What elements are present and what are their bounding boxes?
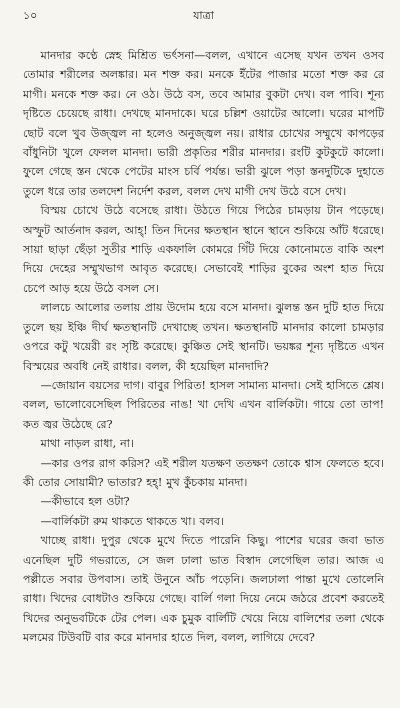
- dialogue-paragraph: —কার ওপর রাগ করিস? এই শরীল যতক্ষণ ততক্ষণ তোকে শ্বাস ফেলতে হবে। কী তোর সোয়ামী? ভাতার? হহ্! মুখ কুঁচকায় মানদা।: [23, 456, 384, 489]
- dialogue-paragraph: —কীভাবে হল ওটা?: [40, 495, 130, 509]
- paragraph: মাথা নাড়ল রাধা, না।: [40, 437, 134, 451]
- dialogue-paragraph: —জোয়ান বয়সের দাগ। বাবুর পিরিত! হাসল সামান্য মানদা। সেই হাসিতে শ্লেষ। বলল, ভালোবেসেছিল পিরিতের নাঙ! খা দেখি এখন বার্লিকটা। গায়ে তো তাপ! কত জ্বর উঠেছে রে?: [23, 378, 384, 431]
- page-number: ১০: [23, 9, 38, 22]
- dialogue-paragraph: —বার্লিকটা রুম থাকতে থাকতে খা। বলব।: [40, 514, 224, 528]
- page-header: [23, 6, 384, 26]
- paragraph: লালচে আলোর তলায় প্রায় উদোম হয়ে বসে মানদা। ঝুলন্ত স্তন দুটি হাত দিয়ে তুলে ছয় ইঞ্চি দীর্ঘ ক্ষতস্থানটি দেখাচ্ছে তখন। ক্ষতস্থানটি মানদার কালো চামড়ার ওপরে কটু খয়েরী রং সৃষ্টি করেছে। কুঞ্চিত সেই স্থানটি। ভয়ঙ্কর শূন্য দৃষ্টিতে এখন বিস্ময়ের অবধি নেই রাধার। বলল, কী হয়েছিল মানদাদি?: [23, 301, 384, 373]
- body-text: [23, 46, 384, 648]
- paragraph: বিস্ময় চোখে উঠে বসেছে রাধা। উঠতে গিয়ে পিঠের চামড়ায় টান পড়েছে। অস্ফুট আর্তনাদ করল, আহ্! তিন দিনের ক্ষতস্থান স্থানে স্থানে শুকিয়ে আঁট ধরেছে। সায়া ছাড়া ছেঁড়া সুতীর শাড়ি একফালি কোমরে গিঁট দিয়ে কোনোমতে বাকি অংশ দিয়ে দেহের সম্মুখভাগ আবৃত করেছে। সেভাবেই শাড়ির বুকের অংশ হাত দিয়ে চেপে আড় হয়ে উঠে বসল সে।: [23, 204, 384, 295]
- paragraph: মানদার কণ্ঠে স্নেহ মিশ্রিত ভর্ৎসনা—বলল, এখানে এসেছ যখন তখন ওসব তোমার শরীলের অলঙ্কার। মন শক্ত কর। মনকে ইঁটের পাজার মতো শক্ত কর রে মাগী। মনকে শক্ত কর। নে ওঠ। উঠে বস, তবে আমার বুকটা দেখ। বল পাবি। শূন্য দৃষ্টিতে চেয়েছে রাধা। দেখছে মানদাকে। ঘরে চল্লিশ ওয়াটের আলো। ঘরের মাপটি ছোট বলে খুব উজ্জ্বল না হলেও অনুজ্জ্বল নয়। রাধার চোখের সম্মুখে কাপড়ের বাঁধুনিটা খুলে ফেলল মানদা। ভারী প্রকৃতির শরীর মানদার। রংটি কুটকুটে কালো। ফুলে গেছে স্তন থেকে পেটের মাংস চর্বি পর্যন্ত। ভারী ঝুলে পড়া স্তনদুটিকে দুহাতে তুলে ধরে তার তলদেশ নির্দেশ করল, বলল দেখ মাগী দেখ উঠে বসে দেখ।: [23, 49, 384, 198]
- running-title: যাত্রা: [193, 9, 214, 22]
- paragraph: খাচ্ছে রাধা। দুপুর থেকে মুখে দিতে পারেনি কিছু। পাশের ঘরের জবা ভাত এনেছিল দুটি গভরাতে, সে জল ঢালা ভাত বিস্বাদ লেগেছিল তার। আজ এ পল্লীতে সবার উপবাস। তাই উনুনে আঁচ পড়েনি। জলঢালা পান্তা মুখে তোলেনি রাধা। খিদের বোধটাও শুকিয়ে গেছে। বার্লি গলা দিয়ে নেমে জঠরে প্রবেশ করতেই খিদের অনুভবটিকে টের পেল। এক চুমুক বার্লিটি খেয়ে নিয়ে বালিশের তলা থেকে মলমের টিউবটি বার করে মানদার হাতে দিল, বলল, লাগিয়ে দেবে?: [23, 534, 384, 645]
